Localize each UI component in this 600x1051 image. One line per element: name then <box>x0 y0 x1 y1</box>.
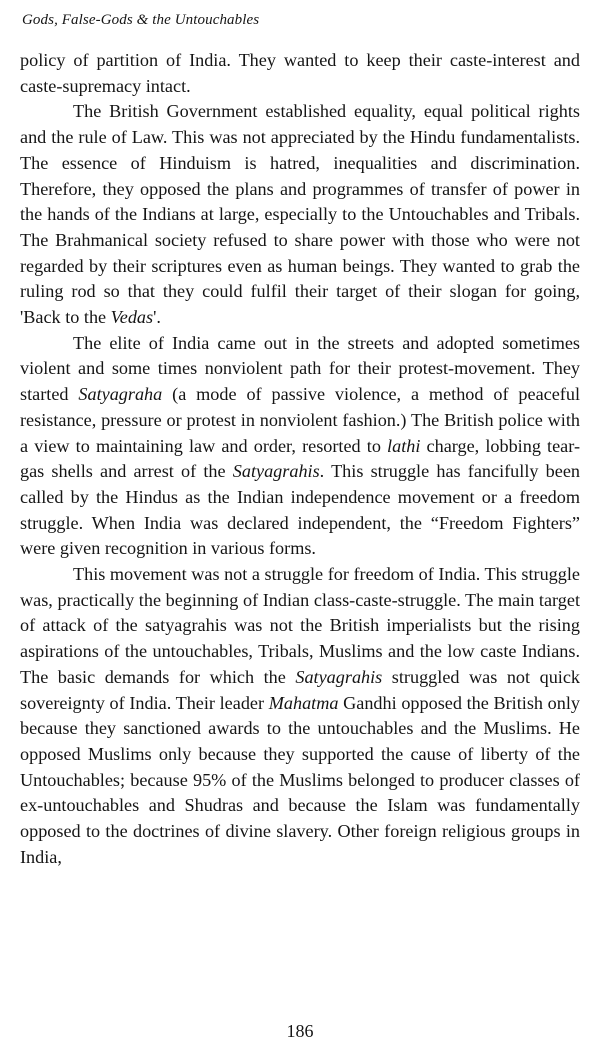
text-run: struggled was not quick sovereignty of India. Their leader <box>20 666 581 713</box>
italic-term: Satyagrahis <box>295 666 383 687</box>
italic-term: Mahatma <box>268 692 339 713</box>
italic-term: Satyagrahis <box>232 461 320 482</box>
italic-term: Vedas <box>110 307 154 328</box>
text-run: The British Government established equality, equal political rights and the rule of Law. This was not appreciated by the Hindu fundamentalists. The essence of Hinduism is hatred, inequalities and discrimination. Therefore, they opposed the plans and programmes of transfer of power in the hands of the Indians at large, especially to the Untouchables and Tribals. The Brahmanical society refused to share power with those who were not regarded by their scriptures even as human beings. They wanted to grab the ruling rod so that they could fulfil their target of their slogan for going, 'Back to the <box>20 101 580 328</box>
text-run: charge, lobbing tear-gas shells and arrest of the <box>20 435 580 482</box>
body-text <box>20 48 580 871</box>
page-number: 186 <box>286 1021 314 1041</box>
paragraph <box>20 99 580 330</box>
paragraph <box>20 48 580 99</box>
running-header: Gods, False-Gods & the Untouchables <box>22 12 260 28</box>
italic-term: Satyagraha <box>78 384 163 405</box>
paragraph <box>20 331 580 562</box>
text-run: This movement was not a struggle for freedom of India. This struggle was, practically the beginning of Indian class-caste-struggle. The main target of attack of the satyagrahis was not the British imperialists but the rising aspirations of the untouchables, Tribals, Muslims and the low caste Indians. The basic demands for which the <box>20 564 580 687</box>
paragraph <box>20 562 580 870</box>
italic-term: lathi <box>387 435 421 456</box>
text-run: (a mode of passive violence, a method of peaceful resistance, pressure or protest in nonviolent fashion.) The British police with a view to maintaining law and order, resorted to <box>20 384 580 456</box>
text-run: Gandhi opposed the British only because they sanctioned awards to the untouchables and the Muslims. He opposed Muslims only because they supported the cause of liberty of the Untouchables; because 95% of the Muslims belonged to producer classes of ex-untouchables and Shudras and because the Islam was fundamentally opposed to the doctrines of divine slavery. Other foreign religious groups in India, <box>20 692 581 867</box>
text-run: policy of partition of India. They wanted to keep their caste-interest and caste-supremacy intact. <box>20 50 580 96</box>
text-run: The elite of India came out in the streets and adopted sometimes violent and some times nonviolent path for their protest-movement. They started <box>20 332 580 405</box>
text-run: '. <box>153 307 161 328</box>
text-run: . This struggle has fancifully been called by the Hindus as the Indian independence movement or a freedom struggle. When India was declared independent, the “Freedom Fighters” were given recognition in various forms. <box>20 461 580 559</box>
